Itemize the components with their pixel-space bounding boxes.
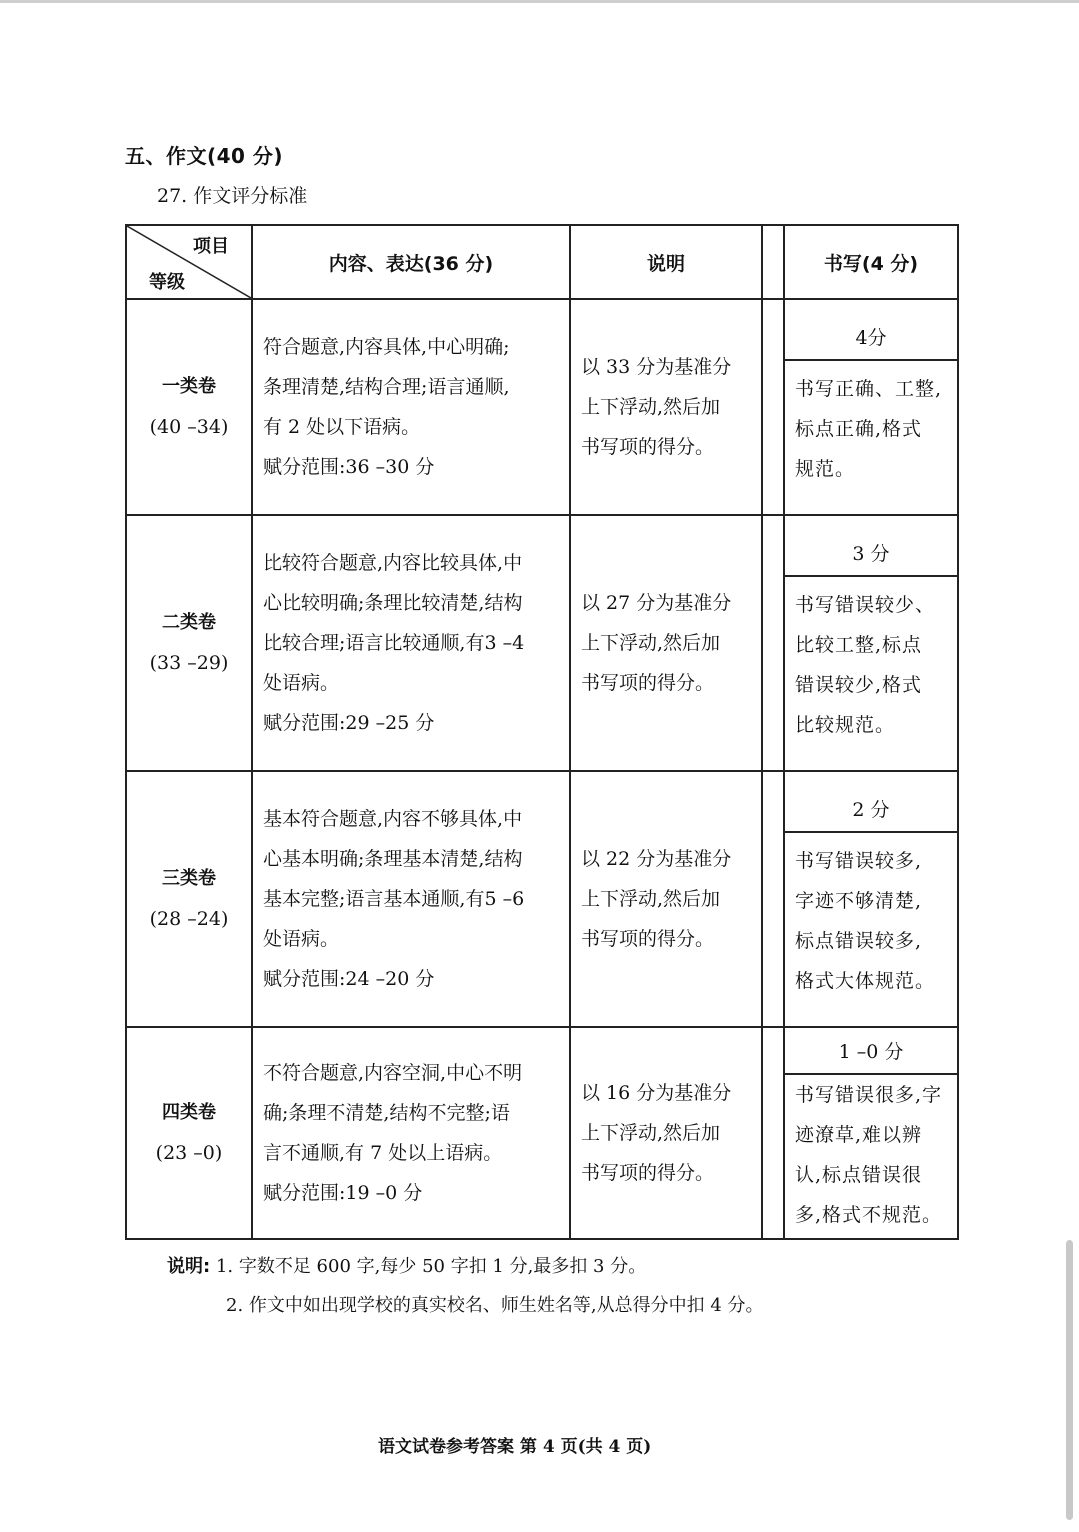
diagonal-line bbox=[127, 226, 251, 298]
page-footer: 语文试卷参考答案 第 4 页(共 4 页) bbox=[378, 1437, 652, 1457]
content-line: 有 2 处以下语病。 bbox=[263, 416, 421, 438]
writing-line: 规范。 bbox=[795, 458, 856, 480]
content-line: 不符合题意,内容空洞,中心不明 bbox=[263, 1062, 523, 1084]
writing-line: 认,标点错误很 bbox=[795, 1164, 923, 1186]
writing-cell bbox=[784, 771, 958, 1027]
writing-description bbox=[785, 833, 957, 1009]
footnote-1 bbox=[167, 1252, 646, 1278]
writing-line: 多,格式不规范。 bbox=[795, 1204, 943, 1226]
note-line: 上下浮动,然后加 bbox=[581, 396, 721, 418]
note-cell bbox=[570, 1027, 762, 1239]
writing-description bbox=[785, 577, 957, 753]
content-line: 处语病。 bbox=[263, 672, 340, 694]
writing-score: 3 分 bbox=[785, 533, 957, 577]
footnote-label: 说明: bbox=[167, 1256, 211, 1277]
note-line: 书写项的得分。 bbox=[581, 436, 715, 458]
note-line: 上下浮动,然后加 bbox=[581, 1122, 721, 1144]
level-cell bbox=[126, 299, 252, 515]
column-gap bbox=[762, 299, 784, 515]
level-name: 四类卷 bbox=[162, 1102, 216, 1123]
header-writing: 书写(4 分) bbox=[784, 225, 958, 299]
writing-line: 迹潦草,难以辨 bbox=[795, 1124, 923, 1146]
content-cell bbox=[252, 771, 570, 1027]
level-range: (28 –24) bbox=[149, 908, 229, 930]
content-line: 符合题意,内容具体,中心明确; bbox=[263, 336, 510, 358]
column-gap bbox=[762, 515, 784, 771]
content-line: 基本完整;语言基本通顺,有5 –6 bbox=[263, 888, 525, 910]
writing-cell bbox=[784, 1027, 958, 1239]
scrollbar-thumb[interactable] bbox=[1066, 1240, 1073, 1520]
top-border-line bbox=[0, 0, 1079, 3]
writing-line: 错误较少,格式 bbox=[795, 674, 923, 696]
corner-level-label: 等级 bbox=[149, 272, 185, 293]
content-line: 心比较明确;条理比较清楚,结构 bbox=[263, 592, 523, 614]
writing-line: 书写错误较多, bbox=[795, 850, 923, 872]
corner-header-cell bbox=[126, 225, 252, 299]
level-cell bbox=[126, 515, 252, 771]
note-cell bbox=[570, 299, 762, 515]
level-name: 三类卷 bbox=[162, 868, 216, 889]
column-gap bbox=[762, 771, 784, 1027]
note-line: 书写项的得分。 bbox=[581, 928, 715, 950]
level-name: 二类卷 bbox=[162, 612, 216, 633]
content-line: 确;条理不清楚,结构不完整;语 bbox=[263, 1102, 510, 1124]
note-line: 上下浮动,然后加 bbox=[581, 888, 721, 910]
writing-cell bbox=[784, 515, 958, 771]
table-row bbox=[126, 515, 958, 771]
note-line: 以 22 分为基准分 bbox=[581, 848, 732, 870]
writing-line: 书写错误较少、 bbox=[795, 594, 936, 616]
content-line: 处语病。 bbox=[263, 928, 340, 950]
header-content: 内容、表达(36 分) bbox=[252, 225, 570, 299]
footnote-item-1: 1. 字数不足 600 字,每少 50 字扣 1 分,最多扣 3 分。 bbox=[215, 1256, 647, 1277]
writing-description bbox=[785, 1075, 957, 1235]
content-line: 条理清楚,结构合理;语言通顺, bbox=[263, 376, 510, 398]
note-line: 以 33 分为基准分 bbox=[581, 356, 732, 378]
note-line: 以 27 分为基准分 bbox=[581, 592, 732, 614]
writing-score: 4分 bbox=[785, 317, 957, 361]
writing-line: 字迹不够清楚, bbox=[795, 890, 923, 912]
writing-score: 2 分 bbox=[785, 789, 957, 833]
writing-line: 书写错误很多,字 bbox=[795, 1084, 943, 1106]
content-line: 比较合理;语言比较通顺,有3 –4 bbox=[263, 632, 525, 654]
writing-line: 比较规范。 bbox=[795, 714, 896, 736]
score-range-line: 赋分范围:29 –25 分 bbox=[263, 712, 435, 734]
content-cell bbox=[252, 515, 570, 771]
table-row bbox=[126, 771, 958, 1027]
grading-table bbox=[125, 224, 959, 1240]
table-row bbox=[126, 299, 958, 515]
table-row bbox=[126, 1027, 958, 1239]
corner-item-label: 项目 bbox=[193, 236, 229, 257]
writing-description bbox=[785, 361, 957, 497]
note-line: 书写项的得分。 bbox=[581, 672, 715, 694]
level-cell bbox=[126, 771, 252, 1027]
score-range-line: 赋分范围:36 –30 分 bbox=[263, 456, 435, 478]
content-line: 心基本明确;条理基本清楚,结构 bbox=[263, 848, 523, 870]
level-range: (23 –0) bbox=[155, 1142, 223, 1164]
note-line: 以 16 分为基准分 bbox=[581, 1082, 732, 1104]
footnote-item-2: 2. 作文中如出现学校的真实校名、师生姓名等,从总得分中扣 4 分。 bbox=[226, 1295, 764, 1316]
writing-line: 标点错误较多, bbox=[795, 930, 923, 952]
content-line: 比较符合题意,内容比较具体,中 bbox=[263, 552, 523, 574]
note-cell bbox=[570, 515, 762, 771]
level-range: (40 –34) bbox=[149, 416, 229, 438]
content-cell bbox=[252, 1027, 570, 1239]
content-line: 基本符合题意,内容不够具体,中 bbox=[263, 808, 523, 830]
writing-cell bbox=[784, 299, 958, 515]
score-range-line: 赋分范围:19 –0 分 bbox=[263, 1182, 423, 1204]
subtitle: 27. 作文评分标准 bbox=[157, 185, 308, 207]
writing-line: 比较工整,标点 bbox=[795, 634, 923, 656]
level-name: 一类卷 bbox=[162, 376, 216, 397]
content-cell bbox=[252, 299, 570, 515]
note-line: 书写项的得分。 bbox=[581, 1162, 715, 1184]
content-line: 言不通顺,有 7 处以上语病。 bbox=[263, 1142, 503, 1164]
column-gap bbox=[762, 1027, 784, 1239]
header-row bbox=[126, 225, 958, 299]
header-note: 说明 bbox=[570, 225, 762, 299]
section-title: 五、作文(40 分) bbox=[125, 144, 284, 168]
writing-line: 书写正确、工整, bbox=[795, 378, 943, 400]
level-cell bbox=[126, 1027, 252, 1239]
writing-score: 1 –0 分 bbox=[785, 1031, 957, 1075]
writing-line: 格式大体规范。 bbox=[795, 970, 936, 992]
column-gap bbox=[762, 225, 784, 299]
score-range-line: 赋分范围:24 –20 分 bbox=[263, 968, 435, 990]
level-range: (33 –29) bbox=[149, 652, 229, 674]
note-line: 上下浮动,然后加 bbox=[581, 632, 721, 654]
writing-line: 标点正确,格式 bbox=[795, 418, 923, 440]
note-cell bbox=[570, 771, 762, 1027]
